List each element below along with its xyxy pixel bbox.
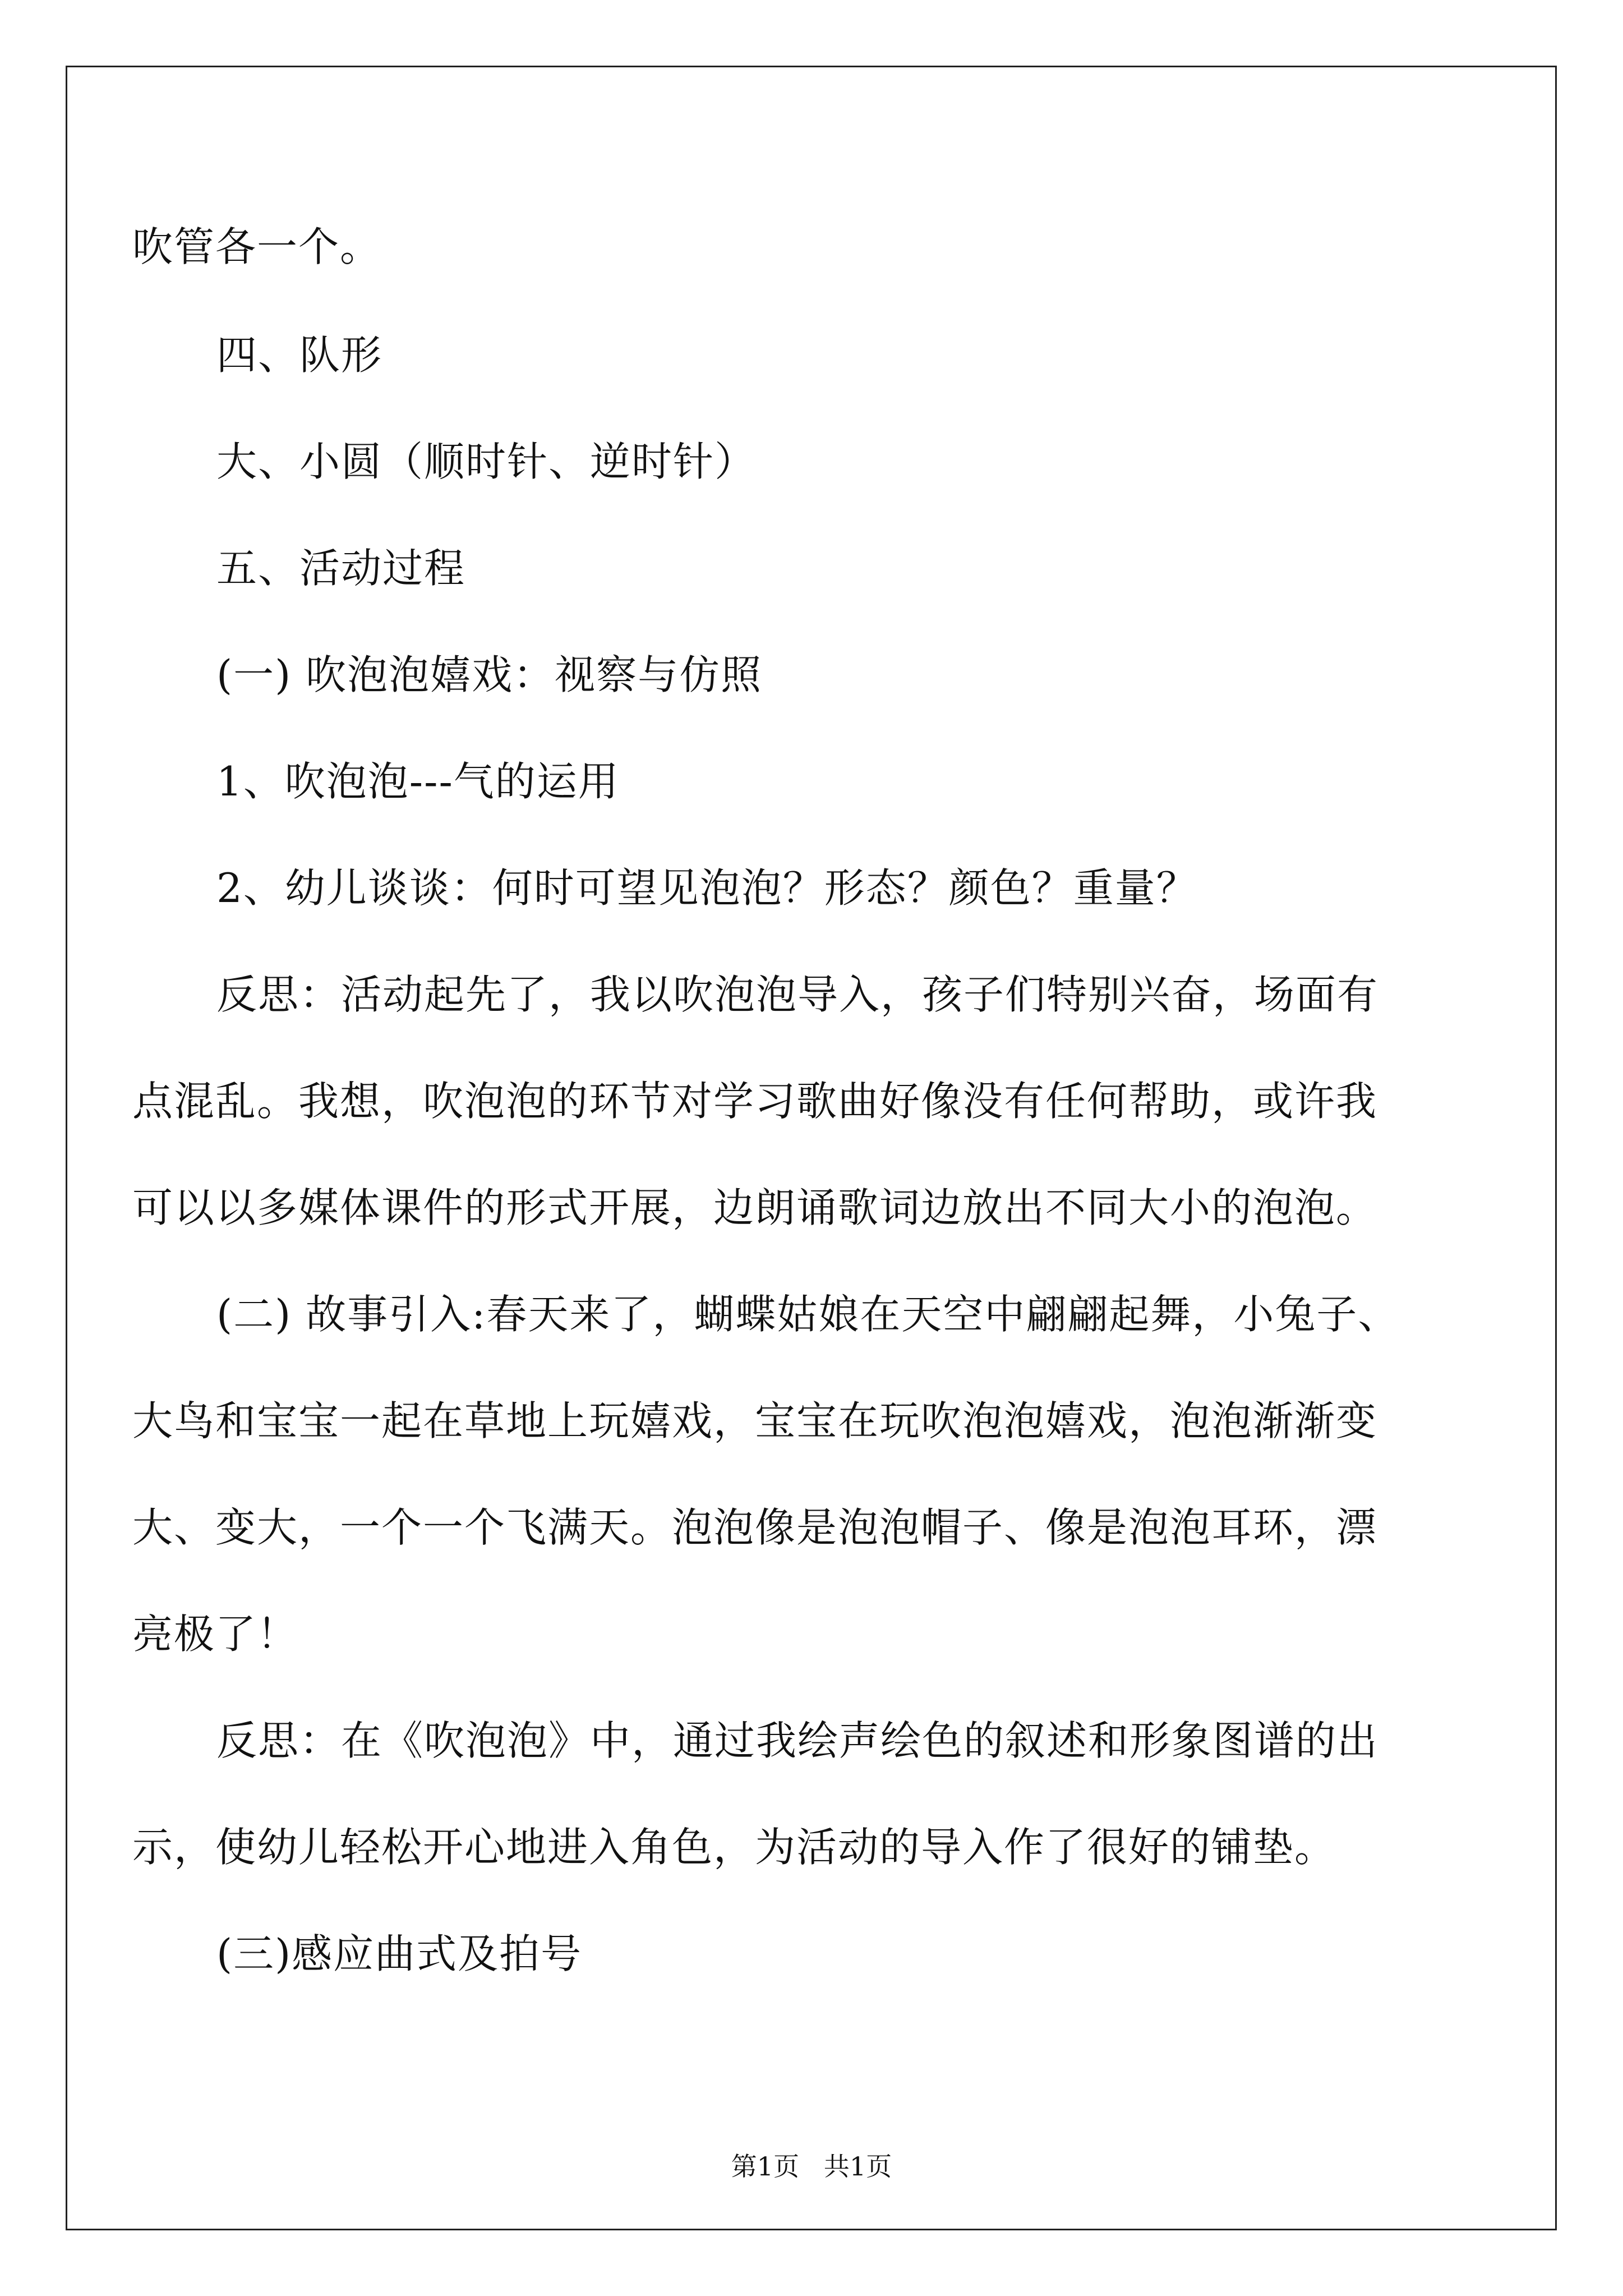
paragraph-line: (二) 故事引入:春天来了，蝴蝶姑娘在天空中翩翩起舞，小兔子、 bbox=[216, 1291, 1400, 1338]
page-number-footer: 第1页 共1页 bbox=[731, 2151, 892, 2182]
paragraph-line: 点混乱。我想，吹泡泡的环节对学习歌曲好像没有任何帮助，或许我 bbox=[132, 1078, 1378, 1125]
section-heading: 四、队形 bbox=[216, 332, 383, 379]
subsection-heading: (三)感应曲式及拍号 bbox=[216, 1930, 583, 1977]
paragraph-line: 亮极了！ bbox=[132, 1611, 299, 1658]
list-item: 1、吹泡泡---气的运用 bbox=[216, 758, 620, 805]
paragraph-line: 示，使幼儿轻松开心地进入角色，为活动的导入作了很好的铺垫。 bbox=[132, 1824, 1336, 1871]
list-item: 2、幼儿谈谈：何时可望见泡泡？形态？颜色？重量？ bbox=[216, 864, 1198, 912]
body-line: 吹管各一个。 bbox=[132, 223, 382, 270]
section-heading: 五、活动过程 bbox=[216, 545, 466, 592]
subsection-heading: (一) 吹泡泡嬉戏：视察与仿照 bbox=[216, 651, 763, 698]
paragraph-line: 可以以多媒体课件的形式开展，边朗诵歌词边放出不同大小的泡泡。 bbox=[132, 1184, 1378, 1231]
paragraph-line: 大鸟和宝宝一起在草地上玩嬉戏，宝宝在玩吹泡泡嬉戏，泡泡渐渐变 bbox=[132, 1397, 1378, 1444]
body-line: 大、小圆（顺时针、逆时针） bbox=[216, 438, 757, 485]
paragraph-line: 反思：在《吹泡泡》中，通过我绘声绘色的叙述和形象图谱的出 bbox=[216, 1717, 1379, 1764]
page-border bbox=[66, 66, 1557, 2230]
paragraph-line: 反思：活动起先了，我以吹泡泡导入，孩子们特别兴奋，场面有 bbox=[216, 971, 1379, 1018]
paragraph-line: 大、变大，一个一个飞满天。泡泡像是泡泡帽子、像是泡泡耳环，漂 bbox=[132, 1504, 1378, 1551]
